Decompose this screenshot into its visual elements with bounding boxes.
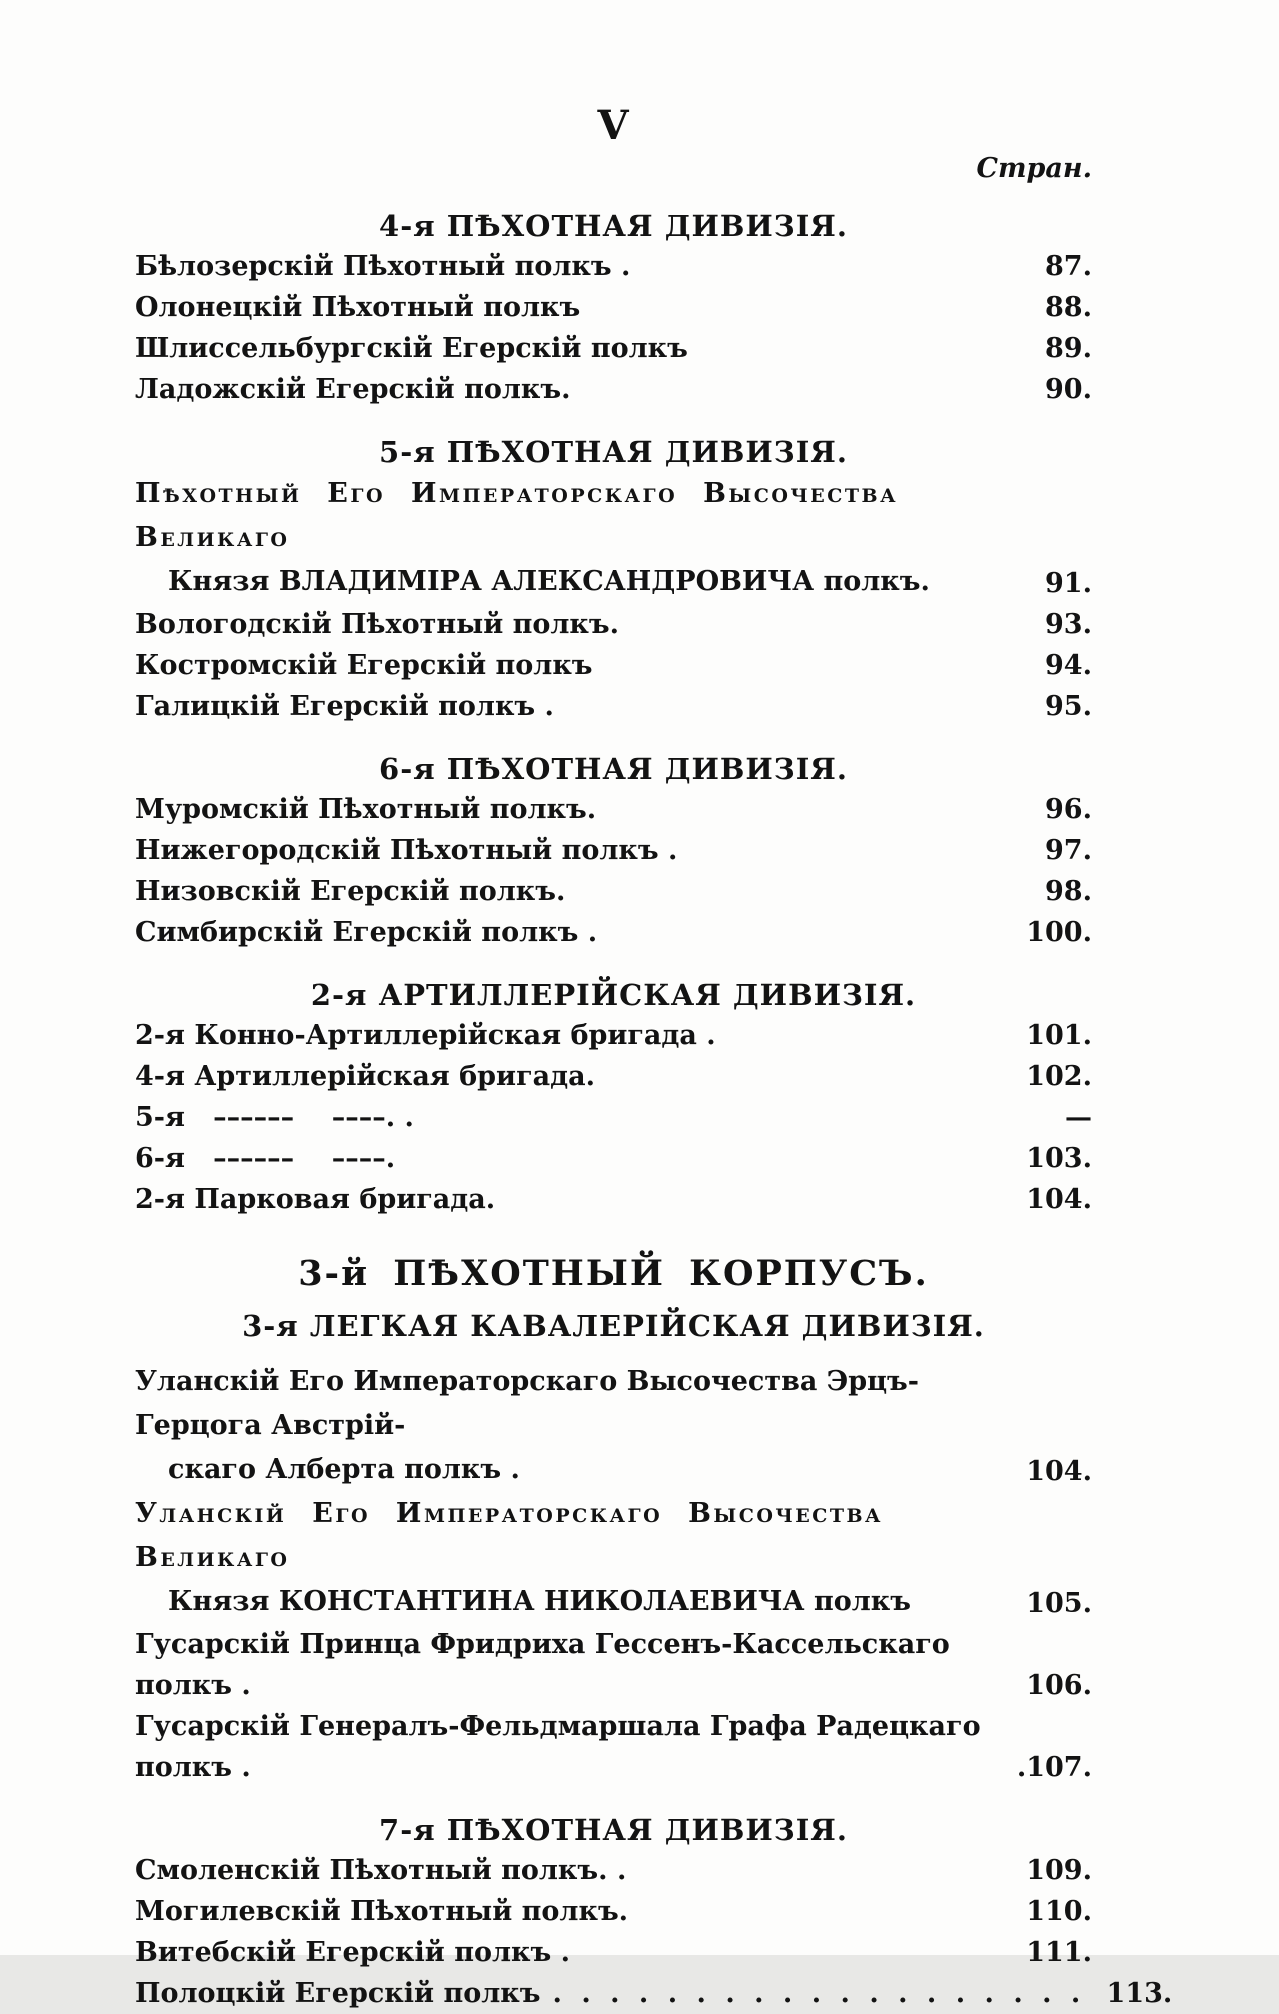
entry-title [135,912,1000,953]
entry-title-line: Князя КОНСТАНТИНА НИКОЛАЕВИЧА полкъ [168,1586,911,1617]
entry-title-line: Уланскій Его Императорскаго Высочества Великаго [135,1498,909,1573]
toc-entry [135,871,1092,912]
entry-page-number: 100. [1026,917,1092,948]
division-heading: 7-я ПѢХОТНАЯ ДИВИЗІЯ. [379,1813,848,1847]
entry-page-number: 89. [1045,333,1092,364]
entry-title [135,686,1000,727]
entry-page-number: 96. [1045,794,1092,825]
entry-title-line: 6-я –––––– ––––. [135,1143,396,1174]
division-heading: 5-я ПѢХОТНАЯ ДИВИЗІЯ. [379,435,848,469]
entry-page-number: 90. [1045,374,1092,405]
entry-title-line: 5-я –––––– ––––. . [135,1102,414,1133]
toc-entry [135,645,1092,686]
toc-entry [135,604,1092,645]
entry-page-number: 97. [1045,835,1092,866]
entry-page-number: 105. [1026,1588,1092,1619]
entry-title-line: 2-я Парковая бригада. [135,1184,496,1215]
division-heading: 4-я ПѢХОТНАЯ ДИВИЗІЯ. [379,209,848,243]
division-heading: 2-я АРТИЛЛЕРІЙСКАЯ ДИВИЗІЯ. [310,978,917,1012]
division-heading: 3-я ЛЕГКАЯ КАВАЛЕРІЙСКАЯ ДИВИЗІЯ. [242,1309,985,1343]
toc-entry [135,1891,1092,1932]
toc-section [135,1810,1173,2014]
entry-title [135,871,1000,912]
entry-page-number: 113. [1106,1978,1173,2009]
entry-title-line: Могилевскій Пѣхотный полкъ. [135,1896,629,1927]
entry-title [135,1360,1000,1492]
toc-section [135,1250,1092,1788]
entry-title [135,472,1000,604]
entry-page-number: 98. [1045,876,1092,907]
entry-page-number: 104. [1026,1184,1092,1215]
toc-entry [135,1138,1092,1179]
entry-title-line: Пѣхотный Его Императорскаго Высочества Великаго [135,478,924,553]
entry-title-line: Костромскій Егерскій полкъ [135,650,593,681]
toc-entry [135,1097,1092,1138]
entry-page-number: 101. [1026,1020,1092,1051]
toc-entry [135,1850,1092,1891]
entry-title-line: Витебскій Егерскій полкъ . [135,1937,571,1968]
entry-title-line: 4-я Артиллерійская бригада. [135,1061,596,1092]
entry-list [135,472,1092,727]
dot-leader: . . . . . . . . . . . . . . . . . . . [552,1978,1081,2009]
toc-entry [135,328,1092,369]
toc-entry [135,1056,1092,1097]
entry-title [135,1850,1000,1891]
toc-entry [135,246,1092,287]
entry-page-number: 110. [1026,1896,1092,1927]
toc-entry [135,1973,1173,2014]
entry-page-number: — [1065,1102,1092,1133]
entry-title [135,604,1000,645]
entry-title-line: Полоцкій Егерскій полкъ [135,1978,541,2009]
entry-title [135,369,1000,410]
entry-list [135,246,1092,410]
toc-entry [135,830,1092,871]
entry-list [135,1850,1173,2014]
toc-section [135,206,1092,410]
entry-title [135,1932,1000,1973]
toc-entry [135,1179,1092,1220]
entry-title-line: Гусарскій Принца Фридриха Гессенъ-Кассельскаго полкъ . [135,1629,960,1701]
corps-heading: 3-й ПѢХОТНЫЙ КОРПУСЪ. [298,1253,929,1294]
entry-list [135,1360,1092,1788]
entry-list [135,1015,1092,1220]
toc-section [135,749,1092,953]
entry-title [135,830,1000,871]
division-heading: 6-я ПѢХОТНАЯ ДИВИЗІЯ. [379,752,848,786]
entry-title [135,789,1000,830]
entry-title-line: Нижегородскій Пѣхотный полкъ . [135,835,678,866]
entry-title-line: 2-я Конно-Артиллерійская бригада . [135,1020,716,1051]
entry-title [135,1179,1000,1220]
entry-page-number: 91. [1045,568,1092,599]
entry-title [135,1015,1000,1056]
entry-title-line: Олонецкій Пѣхотный полкъ [135,292,581,323]
entry-title [135,1891,1000,1932]
toc-entry [135,789,1092,830]
toc-entry [135,1492,1092,1624]
toc-entry [135,287,1092,328]
entry-title-line: Смоленскій Пѣхотный полкъ. . [135,1855,627,1886]
entry-page-number: 87. [1045,251,1092,282]
entry-title-line: Уланскій Его Императорскаго Высочества Эрцъ-Герцога Австрій- [135,1366,919,1441]
entry-page-number: 111. [1026,1937,1092,1968]
entry-title [135,287,1000,328]
entry-title [135,1056,1000,1097]
entry-page-number: .107. [1016,1752,1092,1783]
entry-page-number: 94. [1045,650,1092,681]
toc-sections [135,206,1173,2014]
entry-title-line: Вологодскій Пѣхотный полкъ. [135,609,620,640]
entry-title-line: Галицкій Егерскій полкъ . [135,691,554,722]
entry-page-number: 106. [1026,1670,1092,1701]
toc-section [135,432,1092,727]
entry-title-line: скаго Алберта полкъ . [168,1454,520,1485]
entry-page-number: 109. [1026,1855,1092,1886]
entry-title-line: Бѣлозерскій Пѣхотный полкъ . [135,251,631,282]
entry-title-line: Гусарскій Генералъ-Фельдмаршала Графа Радецкаго полкъ . [135,1711,991,1783]
toc-entry [135,912,1092,953]
entry-title [135,1138,1000,1179]
entry-title-line: Ладожскій Егерскій полкъ. [135,374,571,405]
entry-title [135,246,1000,287]
entry-page-number: 88. [1045,292,1092,323]
toc-entry [135,369,1092,410]
toc-entry [135,1360,1092,1492]
entry-page-number: 93. [1045,609,1092,640]
page-column-header: Стран. [976,153,1092,184]
entry-page-number: 103. [1026,1143,1092,1174]
entry-title [135,1624,1000,1706]
entry-list [135,789,1092,953]
toc-entry [135,472,1092,604]
entry-title [135,645,1000,686]
entry-title-line: Симбирскій Егерскій полкъ . [135,917,598,948]
toc-entry [135,1624,1092,1706]
page-roman-numeral: V [597,102,630,149]
entry-title-line: Шлиссельбургскій Егерскій полкъ [135,333,688,364]
entry-title [135,1973,541,2014]
entry-page-number: 102. [1026,1061,1092,1092]
entry-title [135,1097,1000,1138]
toc-entry [135,686,1092,727]
entry-title-line: Муромскій Пѣхотный полкъ. [135,794,597,825]
entry-title-line: Низовскій Егерскій полкъ. [135,876,566,907]
toc-section [135,975,1092,1220]
entry-title [135,1492,1000,1624]
entry-page-number: 95. [1045,691,1092,722]
entry-page-number: 104. [1026,1456,1092,1487]
entry-title [135,328,1000,369]
entry-title [135,1706,1000,1788]
toc-entry [135,1015,1092,1056]
toc-entry [135,1706,1092,1788]
entry-title-line: Князя ВЛАДИМІРА АЛЕКСАНДРОВИЧА полкъ. [168,566,930,597]
toc-entry [135,1932,1092,1973]
